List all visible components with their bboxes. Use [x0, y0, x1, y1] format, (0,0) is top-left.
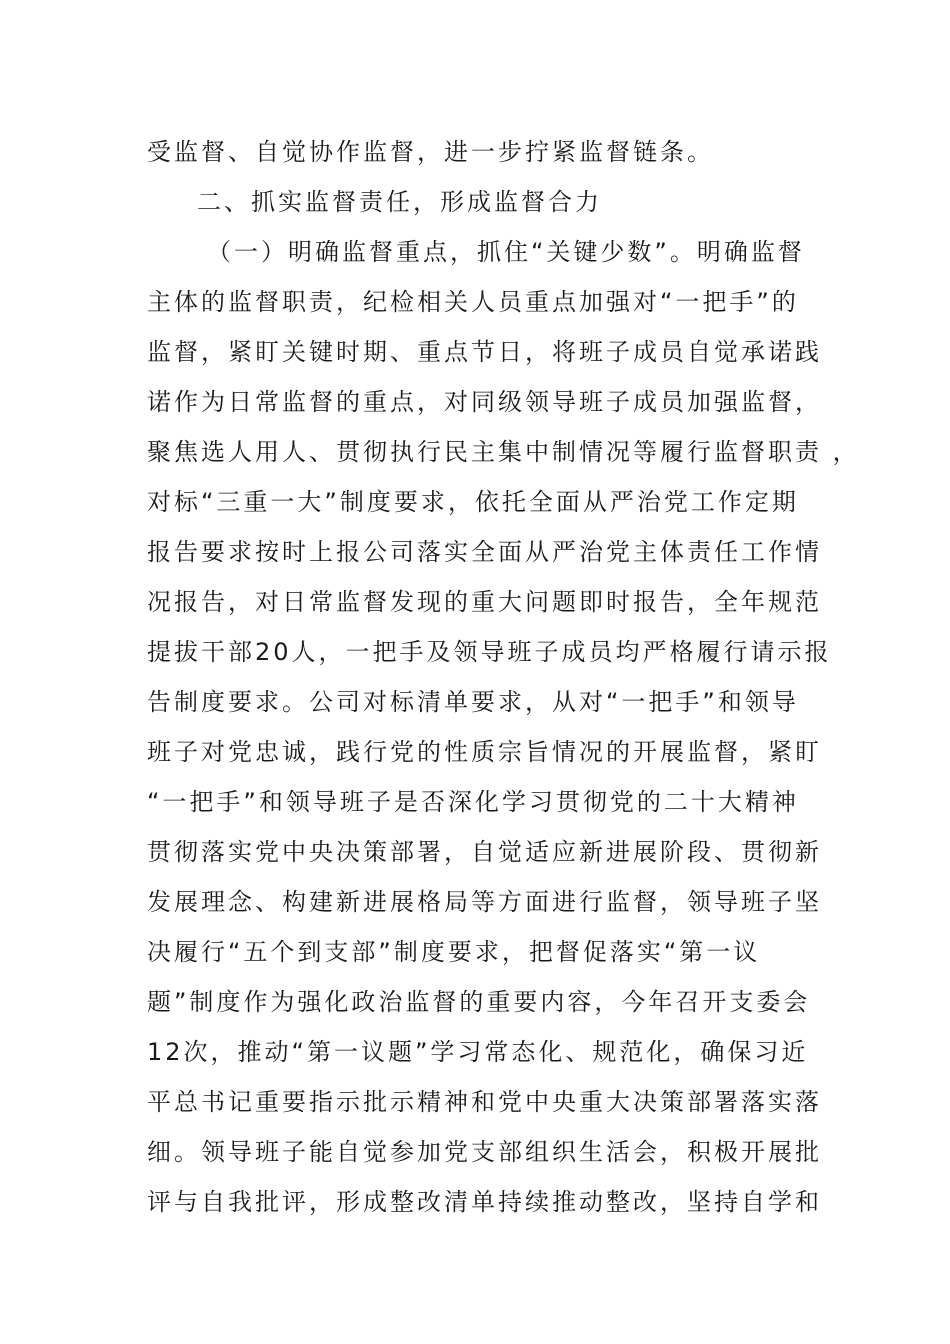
text-line: 平总书记重要指示批示精神和党中央重大决策部署落实落	[147, 1088, 822, 1116]
text-line: 发展理念、构建新进展格局等方面进行监督，领导班子坚	[147, 888, 822, 916]
text-line: 告制度要求。公司对标清单要求，从对“一把手”和领导	[147, 688, 799, 716]
text-line: 评与自我批评，形成整改清单持续推动整改，坚持自学和	[147, 1188, 822, 1216]
text-line: 决履行“五个到支部”制度要求，把督促落实“第一议	[147, 938, 761, 966]
document-body	[147, 127, 860, 1227]
text-line: 提拔干部20人，一把手及领导班子成员均严格履行请示报	[147, 638, 832, 666]
text-line: 12次，推动“第一议题”学习常态化、规范化，确保习近	[147, 1038, 809, 1066]
section-heading: 二、抓实监督责任，形成监督合力	[197, 188, 602, 216]
text-line: 班子对党忠诚，践行党的性质宗旨情况的开展监督，紧盯	[147, 738, 822, 766]
text-line: 况报告，对日常监督发现的重大问题即时报告，全年规范	[147, 588, 822, 616]
subsection-heading: （一）明确监督重点，抓住“关键少数”。明确监督	[207, 238, 805, 266]
text-line: “一把手”和领导班子是否深化学习贯彻党的二十大精神	[147, 788, 799, 816]
text-line: 题”制度作为强化政治监督的重要内容，今年召开支委会	[147, 988, 811, 1016]
text-line: 诺作为日常监督的重点，对同级领导班子成员加强监督，	[147, 388, 822, 416]
text-line: 贯彻落实党中央决策部署，自觉适应新进展阶段、贯彻新	[147, 838, 822, 866]
text-line: 细。领导班子能自觉参加党支部组织生活会，积极开展批	[147, 1138, 822, 1166]
text-line: 主体的监督职责，纪检相关人员重点加强对“一把手”的	[147, 288, 799, 316]
text-line: 对标“三重一大”制度要求，依托全面从严治党工作定期	[147, 488, 799, 516]
text-line: 报告要求按时上报公司落实全面从严治党主体责任工作情	[147, 538, 822, 566]
text-line: 监督，紧盯关键时期、重点节日，将班子成员自觉承诺践	[147, 338, 822, 366]
text-line: 聚焦选人用人、贯彻执行民主集中制情况等履行监督职责 ，	[147, 438, 860, 466]
text-line: 受监督、自觉协作监督，进一步拧紧监督链条。	[147, 138, 714, 166]
